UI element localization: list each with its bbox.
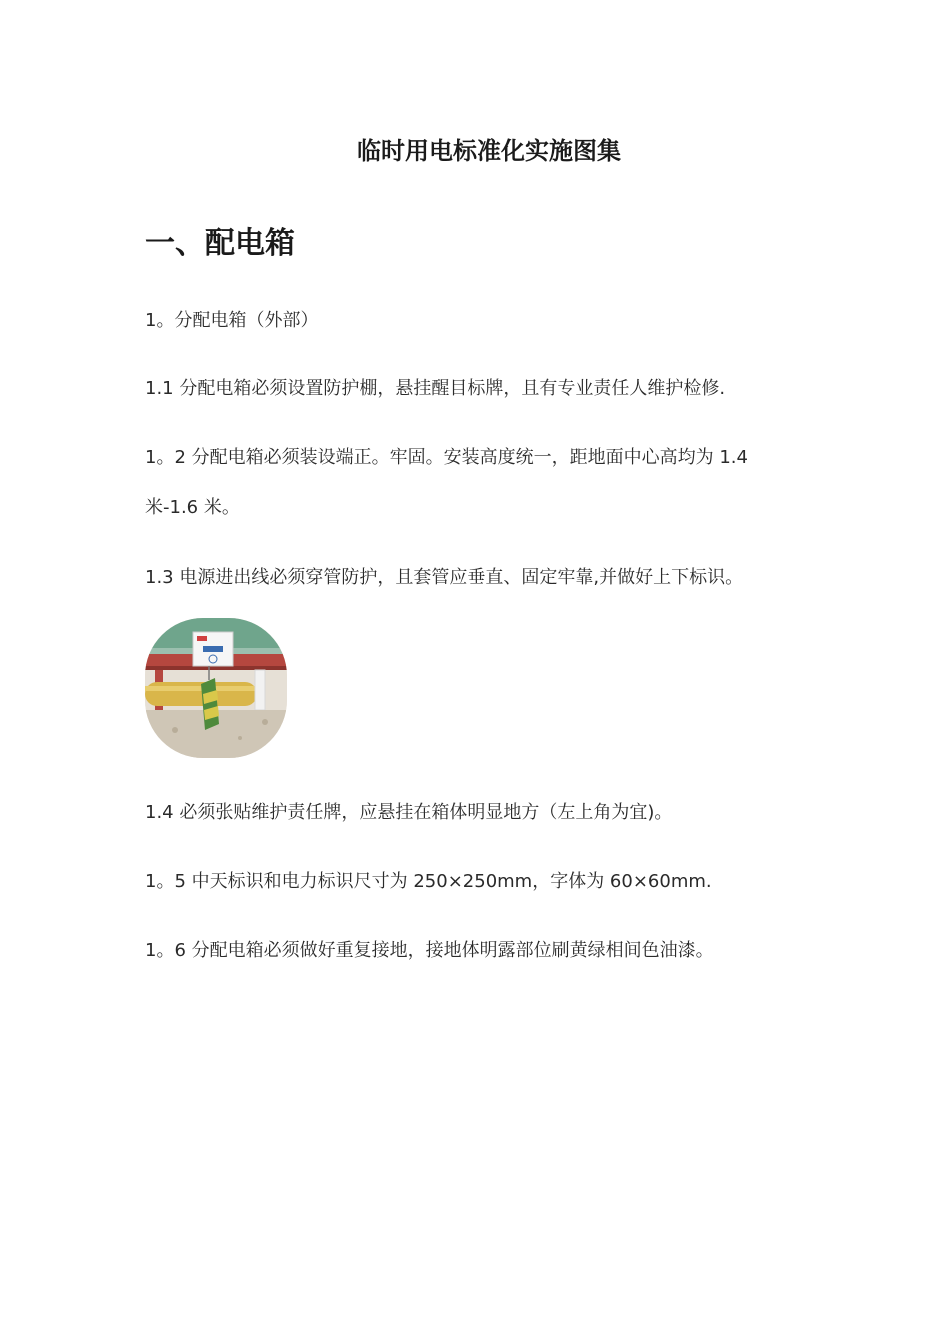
- paragraph-1-1: 1.1 分配电箱必须设置防护棚，悬挂醒目标牌，且有专业责任人维护检修.: [145, 378, 726, 399]
- document-title: 临时用电标准化实施图集: [357, 137, 621, 165]
- paragraph-1-2: 1。2 分配电箱必须装设端正。牢固。安装高度统一，距地面中心高均为 1.4 米-1.6 米。: [145, 447, 748, 518]
- grounding-photo: [145, 618, 287, 758]
- paragraph-1-3: 1.3 电源进出线必须穿管防护，且套管应垂直、固定牢靠,并做好上下标识。: [145, 567, 744, 588]
- subsection-heading: 1。分配电箱（外部）: [145, 310, 319, 331]
- paragraph-1-5: 1。5 中天标识和电力标识尺寸为 250×250mm，字体为 60×60mm.: [145, 871, 712, 892]
- paragraph-1-4: 1.4 必须张贴维护责任牌，应悬挂在箱体明显地方（左上角为宜)。: [145, 802, 673, 823]
- grounding-photo-illustration: [145, 618, 287, 758]
- section-heading: 一、配电箱: [145, 226, 295, 261]
- paragraph-1-6: 1。6 分配电箱必须做好重复接地，接地体明露部位刷黄绿相间色油漆。: [145, 940, 714, 961]
